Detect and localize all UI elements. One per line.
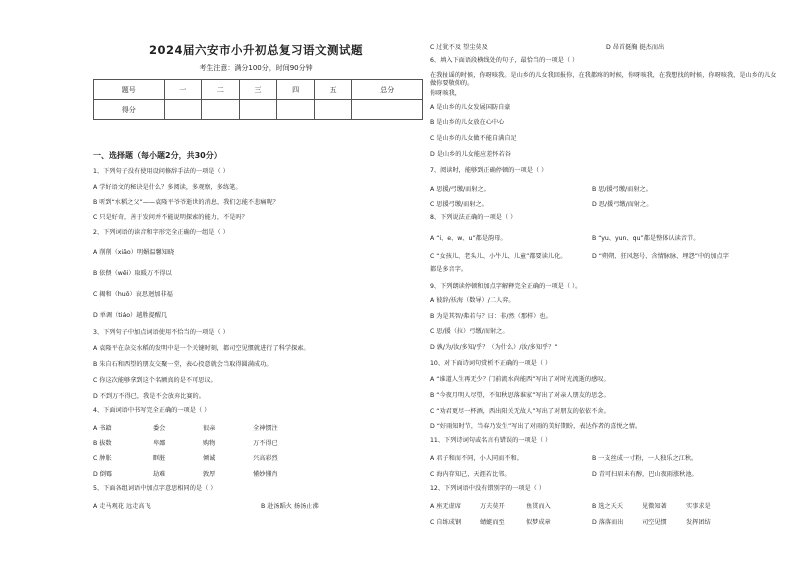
option-5c: C 过犹不及 望尘莫及: [430, 44, 488, 51]
score-cell: 总分: [352, 80, 423, 100]
q5-option-row-2: [430, 42, 664, 51]
option-word: A 书籍: [93, 425, 112, 432]
option-1b: B 听到“水稻之父”——袁隆平爷爷逝世的消息，我们怎能不悲痛呢？: [93, 199, 279, 206]
question-8: 8、下列说法正确的一项是（ ）: [430, 214, 517, 221]
option-10a: A “谁道人生再无少？门前流水尚能西”写出了对时光流逝的感叹。: [430, 376, 610, 383]
score-cell: 一: [164, 80, 202, 100]
question-5: 5、下面各组词语中加点字意思相同的是（ ）: [93, 485, 217, 492]
score-input-cell[interactable]: [164, 100, 202, 120]
option-word: 倾诚: [203, 455, 216, 462]
q6-passage-end: 你呀咳我，: [430, 90, 461, 97]
option-8a: A “i、e、w、u”都是韵母。: [430, 235, 507, 242]
option-word: 购物: [203, 440, 216, 447]
option-word: 卑鄙: [153, 440, 166, 447]
score-table-header-row: [94, 80, 423, 100]
question-7: 7、阅读时，能够到正确停顿的一项是（ ）: [430, 167, 548, 174]
question-9: 9、下列朗读停顿和加点字解释完全正确的一项是（ ）。: [430, 283, 582, 290]
option-7d: D 思/援弓缴/而射之。: [592, 201, 653, 208]
option-9a: A 彼辞/袄海（数导）/二人弈。: [430, 297, 515, 304]
q8-option-row: [430, 251, 729, 260]
option-9c: C 思/援（拉）弓缴/而射之。: [430, 328, 509, 335]
question-2: 2、下列词语的读音和字形完全正确的一组是（ ）: [93, 229, 229, 236]
q7-option-row: [430, 199, 652, 208]
q5-option-row: [93, 501, 319, 510]
option-word: A 座无虚席: [430, 503, 461, 510]
q4-option-row: [93, 438, 278, 447]
q4-option-row: [93, 469, 278, 478]
option-word: 发挥团结: [686, 519, 711, 526]
option-2d: D 单调（tiáo）越胜提醒几: [93, 312, 168, 319]
option-2a: A 削削（xiāo）明媚温馨知晓: [93, 249, 175, 256]
question-11: 11、下列诗词句或名言有错误的一项是（ ）: [430, 437, 552, 444]
q4-option-row: [93, 453, 278, 462]
score-table: [93, 79, 423, 120]
option-1c: C 只是好奇，善于发问并不能说明探索的能力，不是吗？: [93, 214, 248, 221]
q6-passage: 在我扯谣的时候，你呀咳我。是山乡的儿女我回报你，在我都疼的时候，你呀咳我，在我想找的时候，你呀咳我，是山乡的儿女做你要敬仰的。: [430, 72, 777, 87]
q11-option-row: [430, 453, 697, 462]
option-2b: B 依偎（wēi）取暖万不得以: [93, 270, 172, 277]
option-word: D 落落而出: [592, 519, 624, 526]
option-9b: B 为是其智/弗若与？曰：非/然（那样）也。: [430, 313, 552, 320]
q12-option-row: [430, 501, 711, 510]
option-9d: D 孰/为/汝/多知/乎？（为什么）/汝/多知乎？”: [430, 344, 558, 351]
section-1-title: 一、选择题（每小题2分，共30分）: [93, 151, 222, 160]
option-word: 眶脏: [153, 455, 166, 462]
score-cell: 得分: [94, 100, 165, 120]
option-6d: D 是山乡的儿女能应差怀若谷: [430, 151, 511, 158]
q11-option-row: [430, 469, 698, 478]
option-word: 似梦成章: [526, 519, 551, 526]
option-8d: D “朔朔、狂风怒号、含情脉脉、埋怨”中的加点字: [592, 253, 729, 260]
option-6b: B 是山乡的儿女放在心中心: [430, 119, 505, 126]
option-3c: C 你这次能够拿到这个名额真的是不可思议。: [93, 377, 217, 384]
option-7a: A 思援/弓缴/而射之。: [430, 186, 490, 193]
option-word: 实事求是: [686, 503, 711, 510]
option-word: 懂妙懂肖: [253, 471, 278, 478]
q4-option-row: [93, 423, 278, 432]
question-1: 1、下列句子没有使用设问修辞手法的一项是（ ）: [93, 168, 229, 175]
option-10b: B “今夜月明人尽望，不知秋思落谁家”写出了对亲人朋友的思念。: [430, 392, 610, 399]
score-input-cell[interactable]: [352, 100, 423, 120]
option-word: C 肿胀: [93, 455, 112, 462]
option-6a: A 是山乡的儿女发展国防自豪: [430, 104, 511, 111]
q12-option-row: [430, 517, 711, 526]
score-cell: 题号: [94, 80, 165, 100]
score-cell: 四: [277, 80, 315, 100]
option-word: 很亲: [203, 425, 216, 432]
score-cell: 五: [314, 80, 352, 100]
option-3d: D 不到万不得已，我是不会放弃比赛的。: [93, 393, 205, 400]
option-2c: C 揭和（huō）哀思迥加非福: [93, 291, 173, 298]
option-word: 委会: [153, 425, 166, 432]
question-6: 6、填入下面语段横线处的句子，最恰当的一项是（ ）: [430, 57, 579, 64]
question-3: 3、下列句子中加点词语使用不恰当的一项是（ ）: [93, 329, 229, 336]
option-5d: D 昂首挺胸 挺杰而出: [606, 44, 665, 51]
option-11d: D 青可扫眉未有醇，巴山夜雨涨秋池。: [592, 471, 698, 478]
option-word: 鱼贯而入: [526, 503, 551, 510]
option-word: B 选之夭夭: [592, 503, 623, 510]
option-word: 兴高彩烈: [253, 455, 278, 462]
option-5a: A 走马观花 远走高飞: [93, 503, 151, 510]
option-word: 劫难: [153, 471, 166, 478]
score-input-cell[interactable]: [239, 100, 277, 120]
option-8c: C “女孩儿、老头儿、小牛儿、儿童”都要读儿化。: [430, 253, 567, 260]
option-6c: C 是山乡的儿女做不能自满自足: [430, 135, 517, 142]
option-word: D 倒霉: [93, 471, 113, 478]
option-5b: B 赴汤蹈火 扬汤止沸: [261, 503, 319, 510]
score-cell: 二: [202, 80, 240, 100]
score-input-cell[interactable]: [277, 100, 315, 120]
question-4: 4、下面词语中书写完全正确的一项是（ ）: [93, 407, 211, 414]
score-table-score-row: [94, 100, 423, 120]
option-word: B 拔数: [93, 440, 112, 447]
exam-title: 2024届六安市小升初总复习语文测试题: [148, 43, 363, 57]
score-input-cell[interactable]: [202, 100, 240, 120]
score-input-cell[interactable]: [314, 100, 352, 120]
question-10: 10、对下面诗词句赏析不正确的一项是（ ）: [430, 360, 552, 367]
score-cell: 三: [239, 80, 277, 100]
option-word: 万夫莫开: [480, 503, 505, 510]
option-7b: B 思/援弓缴/而射之。: [592, 186, 652, 193]
exam-note: 考生注意：满分100分，时间90分钟: [199, 64, 313, 72]
option-word: 全神惯注: [253, 425, 278, 432]
option-3a: A 袁隆平在杂交水稻的发明中是一个关键时刻，都司空见惯就进行了科学探索。: [93, 345, 310, 352]
option-word: C 自练成钢: [430, 519, 462, 526]
option-1a: A 学好语文的秘诀是什么？多阅读，多观察，多练笔。: [93, 184, 242, 191]
option-11c: C 海内存知己，天涯若比邻。: [430, 471, 511, 478]
option-10d: D “好雨知时节，当春乃发生”写出了对雨的美好期盼，表达作者的喜悦之情。: [430, 423, 642, 430]
option-word: 敦厚: [203, 471, 216, 478]
option-11b: B 一支丝成一寸粉，一人独乐之江秋。: [592, 455, 698, 462]
option-8b: B “yu、yun、qu”都是整体认读音节。: [592, 235, 700, 242]
question-12: 12、下列词语中没有错别字的一项是（ ）: [430, 485, 546, 492]
option-11a: A 君子和而不同，小人同而不和。: [430, 455, 523, 462]
option-8d-cont: 都是多音字。: [430, 266, 468, 273]
option-3b: B 朱自石和西望的朋友交聚一堂，表心投意就会当取得圆满成功。: [93, 361, 273, 368]
option-word: 蜻蜓而至: [480, 519, 505, 526]
option-7c: C 思援弓缴/而射之。: [430, 201, 488, 208]
option-word: 见微知著: [642, 503, 667, 510]
q7-option-row: [430, 184, 652, 193]
option-word: 司空见惯: [642, 519, 667, 526]
q8-option-row: [430, 233, 699, 242]
option-10c: C “劝君更尽一杯酒，西出阳关无故人”写出了对朋友的依依不舍。: [430, 408, 610, 415]
option-word: 万不得已: [253, 440, 278, 447]
